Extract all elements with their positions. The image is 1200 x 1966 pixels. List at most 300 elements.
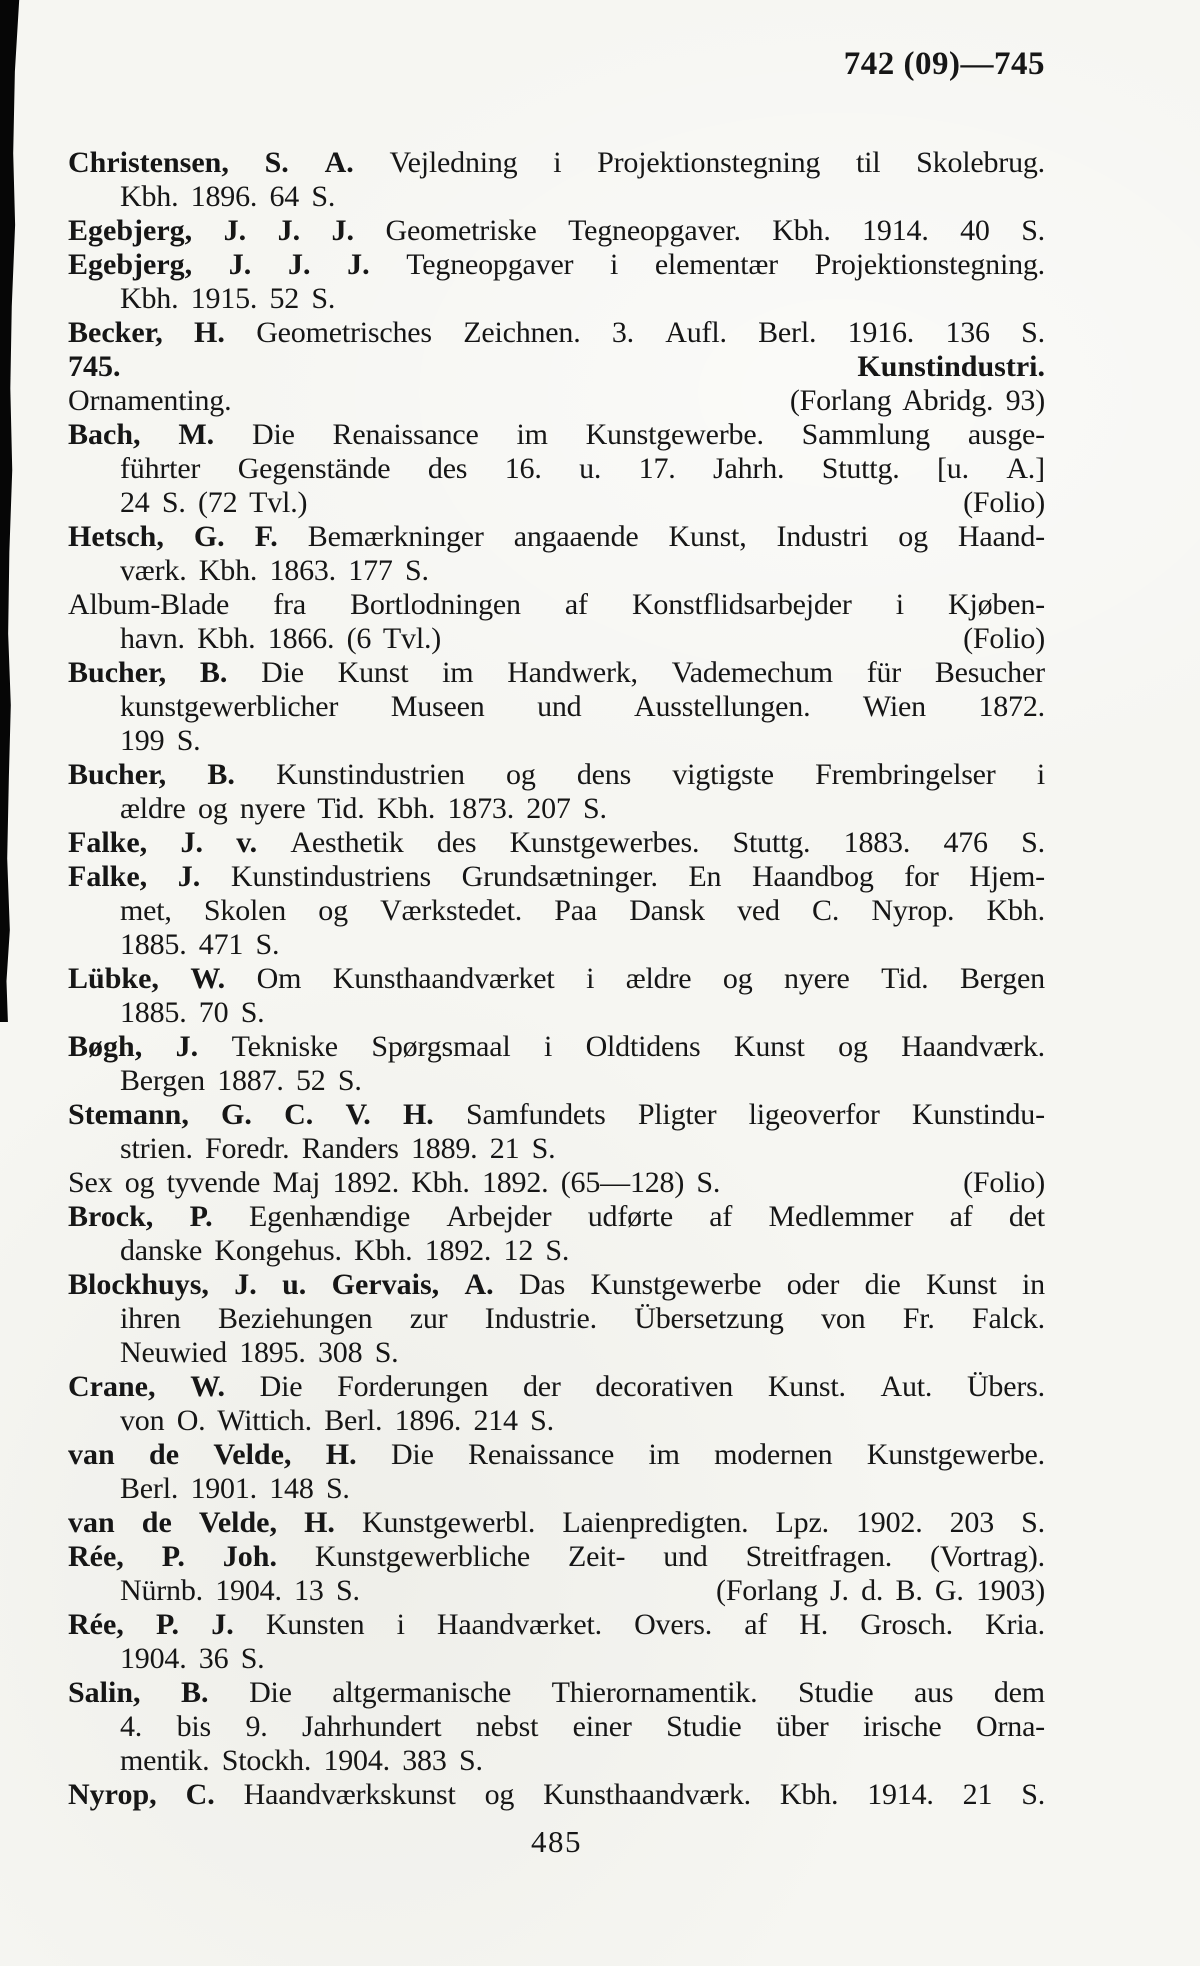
entry-text-word: Haandværket. — [436, 1608, 602, 1641]
entry-text-word: Forderungen — [337, 1370, 489, 1403]
entry-author-word: G. — [221, 1098, 252, 1131]
entry-author-word: Falke, — [68, 826, 148, 859]
entry-text-word: Studie — [666, 1710, 742, 1743]
entry-text-word: Kunstindu- — [911, 1098, 1045, 1131]
entry-right-note: (Folio) — [963, 622, 1045, 655]
entry-text-word: Kunsten — [265, 1608, 365, 1641]
entry-text-word: Fr. — [902, 1302, 935, 1335]
entry-text-word: u. — [579, 452, 602, 485]
entry-text-word: der — [522, 1370, 561, 1403]
entry-text-word: Kjøben- — [948, 588, 1045, 621]
entry-text-word: [u. — [937, 452, 969, 485]
entry-text-word: og — [722, 962, 753, 995]
entry-text-word: Kunsthaandværket — [332, 962, 555, 995]
entry-text-word: Kunst — [926, 1268, 997, 1301]
entry-text-word: 17. — [638, 452, 676, 485]
entry-line — [68, 1438, 1045, 1472]
entry-text-word: bis — [176, 1710, 211, 1743]
entry-text-word: af — [949, 1200, 973, 1233]
entry-author-word: P. — [189, 1200, 213, 1233]
entry-text-word: des — [427, 452, 468, 485]
entry-text-word: von — [821, 1302, 866, 1335]
entry-author-word: Christensen, — [68, 146, 229, 179]
entry-author-word: Brock, — [68, 1200, 154, 1233]
entry-author-word: F. — [254, 520, 278, 553]
entry-author-word: H. — [402, 1098, 434, 1131]
entry-author-word: P. — [155, 1608, 180, 1641]
entry-text-word: 4. — [120, 1710, 143, 1743]
entry-text: 199 S. — [120, 724, 201, 757]
entry-text-word: Streitfragen. — [745, 1540, 893, 1573]
bibliography-entries — [68, 146, 1045, 1812]
entry-text-word: Besucher — [934, 656, 1045, 689]
entry-author-word: Crane, — [68, 1370, 156, 1403]
entry-text-word: og — [484, 1778, 515, 1811]
entry-text-word: führter — [120, 452, 201, 485]
entry-text: Bergen 1887. 52 S. — [120, 1064, 362, 1097]
entry-line — [68, 1574, 1045, 1608]
entry-text-word: Haandbog — [751, 860, 874, 893]
entry-text: von O. Wittich. Berl. 1896. 214 S. — [120, 1404, 554, 1437]
entry-text-word: Dansk — [629, 894, 705, 927]
entry-text-word: 1914. — [867, 1778, 934, 1811]
entry-text-word: Ausstellungen. — [634, 690, 811, 723]
entry-line — [68, 1506, 1045, 1540]
entry-author-word: S. — [264, 146, 289, 179]
entry-text-word: Jahrhundert — [302, 1710, 442, 1743]
entry-text-word: Kunstgewerbl. — [362, 1506, 536, 1539]
entry-text-word: Kunst, — [668, 520, 747, 553]
entry-author-word: J. — [287, 248, 311, 281]
entry-text-word: Skolen — [203, 894, 287, 927]
entry-line — [68, 1608, 1045, 1642]
entry-line — [68, 248, 1045, 282]
entry-text: havn. Kbh. 1866. (6 Tvl.) — [120, 622, 442, 655]
section-heading-line — [68, 350, 1045, 384]
entry-text-word: 1916. — [847, 316, 915, 349]
entry-text-word: 203 — [949, 1506, 995, 1539]
entry-text-word: aus — [913, 1676, 954, 1709]
entry-text: strien. Foredr. Randers 1889. 21 S. — [120, 1132, 556, 1165]
entry-line — [68, 1778, 1045, 1812]
entry-text-word: Die — [249, 1676, 292, 1709]
entry-author-word: J. — [331, 214, 355, 247]
entry-author-word: Blockhuys, — [68, 1268, 209, 1301]
entry-text-word: über — [776, 1710, 829, 1743]
entry-text-word: einer — [572, 1710, 632, 1743]
entry-text: ældre og nyere Tid. Kbh. 1873. 207 S. — [120, 792, 607, 825]
entry-author-word: Velde, — [198, 1506, 277, 1539]
entry-text-word: Aufl. — [665, 316, 727, 349]
entry-text: danske Kongehus. Kbh. 1892. 12 S. — [120, 1234, 570, 1267]
entry-line — [68, 1302, 1045, 1336]
entry-text-word: 16. — [504, 452, 542, 485]
entry-author-word: de — [149, 1438, 180, 1471]
entry-text-word: oder — [786, 1268, 840, 1301]
entry-line — [68, 1132, 1045, 1166]
entry-text-word: Zeit- — [567, 1540, 626, 1573]
entry-author-word: B. — [207, 758, 235, 791]
entry-text-word: Kunsthaandværk. — [543, 1778, 751, 1811]
entry-text-word: 1902. — [856, 1506, 923, 1539]
entry-text-word: Lpz. — [775, 1506, 829, 1539]
entry-text-word: Orna- — [976, 1710, 1045, 1743]
entry-text-word: Tegneopgaver — [406, 248, 574, 281]
entry-text-word: Kunst — [733, 1030, 805, 1063]
entry-text-word: Geometriske — [385, 214, 537, 247]
entry-line — [68, 622, 1045, 656]
entry-author-word: Salin, — [68, 1676, 141, 1709]
entry-text: Nürnb. 1904. 13 S. — [120, 1574, 360, 1607]
entry-text-word: Gegenstände — [237, 452, 391, 485]
entry-author-word: u. — [282, 1268, 307, 1301]
entry-text-word: Projektionstegning. — [814, 248, 1045, 281]
entry-text-word: ihren — [120, 1302, 181, 1335]
entry-author-word: Egebjerg, — [68, 214, 193, 247]
entry-text-word: Museen — [390, 690, 485, 723]
entry-text-word: i — [1036, 758, 1045, 791]
entry-text-word: 21 — [962, 1778, 993, 1811]
entry-line — [68, 1642, 1045, 1676]
entry-author-word: J. — [175, 1030, 199, 1063]
entry-author-word: C. — [185, 1778, 215, 1811]
entry-text-word: Projektionstegning — [597, 146, 821, 179]
entry-text-word: S. — [1021, 316, 1045, 349]
entry-right-note: (Forlang Abridg. 93) — [789, 384, 1045, 417]
entry-text-word: i — [610, 248, 619, 281]
entry-line — [68, 180, 1045, 214]
entry-text-word: Stuttg. — [821, 452, 900, 485]
page-number: 485 — [531, 1824, 582, 1859]
entry-text-word: S. — [1021, 1778, 1045, 1811]
entry-author-word: J. — [223, 214, 247, 247]
entry-line — [68, 1098, 1045, 1132]
entry-text-word: Tekniske — [231, 1030, 338, 1063]
entry-text-word: Aesthetik — [290, 826, 404, 859]
entry-author-word: Bucher, — [68, 758, 167, 791]
entry-author-word: Rée, — [68, 1608, 124, 1641]
entry-author-word: G. — [193, 520, 225, 553]
entry-text: 24 S. (72 Tvl.) — [120, 486, 308, 519]
entry-text-word: Kunstindustriens — [230, 860, 432, 893]
entry-text-word: irische — [862, 1710, 942, 1743]
entry-text: 1904. 36 S. — [120, 1642, 265, 1675]
entry-text-word: kunstgewerblicher — [120, 690, 339, 723]
entry-text-word: ausge- — [967, 418, 1045, 451]
entry-author: 745. — [68, 350, 121, 383]
entry-line — [68, 894, 1045, 928]
entry-line — [68, 146, 1045, 180]
entry-author-word: A. — [324, 146, 354, 179]
entry-text-word: 3. — [611, 316, 634, 349]
entry-text-word: Værkstedet. — [380, 894, 523, 927]
entry-text-word: Jahrh. — [713, 452, 785, 485]
entry-text-word: Kunstindustrien — [276, 758, 465, 791]
entry-text-word: S. — [1021, 1506, 1045, 1539]
entry-author-word: C. — [284, 1098, 314, 1131]
entry-text-word: Arbejder — [446, 1200, 552, 1233]
entry-line — [68, 1064, 1045, 1098]
entry-author-word: Becker, — [68, 316, 163, 349]
entry-text-word: Das — [519, 1268, 566, 1301]
entry-author-word: H. — [304, 1506, 335, 1539]
entry-text-word: nebst — [475, 1710, 539, 1743]
entry-line — [68, 1234, 1045, 1268]
entry-text-word: Spørgsmaal — [371, 1030, 511, 1063]
entry-text-word: Kunst — [337, 656, 409, 689]
entry-text-word: det — [1008, 1200, 1045, 1233]
entry-author-word: A. — [464, 1268, 494, 1301]
entry-text-word: ved — [737, 894, 780, 927]
entry-text-word: Stuttg. — [732, 826, 811, 859]
entry-line — [68, 554, 1045, 588]
entry-text-word: i — [553, 146, 562, 179]
entry-author-word: Hetsch, — [68, 520, 164, 553]
entry-text-word: 1914. — [862, 214, 929, 247]
entry-author-word: W. — [190, 1370, 225, 1403]
entry-author-word: V. — [345, 1098, 371, 1131]
entry-text-word: vigtigste — [672, 758, 774, 791]
entry-text-word: Kunstgewerbes. — [509, 826, 700, 859]
entry-line — [68, 452, 1045, 486]
entry-line — [68, 826, 1045, 860]
entry-text-word: und — [537, 690, 582, 723]
entry-text: Kbh. 1915. 52 S. — [120, 282, 336, 315]
entry-text-word: für — [866, 656, 902, 689]
entry-text-word: Haandværkskunst — [243, 1778, 456, 1811]
entry-line — [68, 282, 1045, 316]
entry-line — [68, 384, 1045, 418]
page-range-header: 742 (09)—745 — [843, 46, 1045, 82]
entry-text-word: nyere — [784, 962, 850, 995]
entry-line — [68, 214, 1045, 248]
entry-line — [68, 1676, 1045, 1710]
entry-text: værk. Kbh. 1863. 177 S. — [120, 554, 429, 587]
entry-text-word: 476 — [943, 826, 988, 859]
entry-author-word: J. — [177, 860, 201, 893]
entry-text-word: Die — [261, 656, 304, 689]
entry-text-word: i — [895, 588, 904, 621]
entry-text-word: og — [506, 758, 536, 791]
entry-line — [68, 588, 1045, 622]
entry-text-word: modernen — [714, 1438, 833, 1471]
entry-text-word: 9. — [245, 1710, 268, 1743]
entry-text-word: Skolebrug. — [916, 146, 1045, 179]
entry-text-word: Haandværk. — [901, 1030, 1045, 1063]
entry-text-word: Übers. — [966, 1370, 1045, 1403]
entry-text: Neuwied 1895. 308 S. — [120, 1336, 399, 1369]
entry-text-word: (Vortrag). — [930, 1540, 1045, 1573]
entry-author-word: v. — [236, 826, 258, 859]
entry-text-word: for — [904, 860, 939, 893]
entry-text-word: og — [838, 1030, 868, 1063]
entry-text-word: A.] — [1006, 452, 1045, 485]
entry-text-word: Bortlodningen — [350, 588, 521, 621]
entry-line — [68, 1336, 1045, 1370]
entry-text-word: zur — [409, 1302, 448, 1335]
entry-line — [68, 996, 1045, 1030]
entry-line — [68, 418, 1045, 452]
entry-text-word: Pligter — [637, 1098, 717, 1131]
entry-author-word: B. — [181, 1676, 209, 1709]
entry-author-word: J. — [211, 1608, 234, 1641]
entry-text-word: Handwerk, — [507, 656, 638, 689]
entry-text-word: udførte — [587, 1200, 673, 1233]
entry-author-word: Bach, — [68, 418, 141, 451]
entry-text-word: Kunstgewerbe — [590, 1268, 762, 1301]
entry-line — [68, 1540, 1045, 1574]
entry-line — [68, 520, 1045, 554]
entry-author-word: Gervais, — [331, 1268, 440, 1301]
entry-text: 1885. 70 S. — [120, 996, 265, 1029]
entry-text-word: altgermanische — [332, 1676, 512, 1709]
entry-text-word: Egenhændige — [249, 1200, 411, 1233]
entry-text-word: Industrie. — [484, 1302, 597, 1335]
entry-text-word: und — [663, 1540, 708, 1573]
entry-text-word: Studie — [797, 1676, 874, 1709]
entry-author-word: Bøgh, — [68, 1030, 143, 1063]
entry-line — [68, 486, 1045, 520]
entry-author-word: J. — [277, 214, 301, 247]
entry-author-word: de — [141, 1506, 172, 1539]
entry-text: Ornamenting. — [68, 384, 232, 417]
entry-text-word: Bemærkninger — [307, 520, 484, 553]
entry-text-word: og — [318, 894, 348, 927]
entry-text-word: Die — [390, 1438, 434, 1471]
entry-text-word: Hjem- — [969, 860, 1045, 893]
entry-author-word: W. — [190, 962, 226, 995]
entry-text-word: Geometrisches — [256, 316, 432, 349]
entry-text-word: Beziehungen — [217, 1302, 373, 1335]
entry-line — [68, 758, 1045, 792]
entry-text-word: En — [688, 860, 722, 893]
entry-text-word: Die — [252, 418, 295, 451]
entry-right-note: (Folio) — [963, 1166, 1045, 1199]
entry-text-word: Thierornamentik. — [551, 1676, 758, 1709]
entry-text-word: i — [543, 1030, 553, 1063]
entry-text-word: af — [744, 1608, 768, 1641]
entry-line — [68, 690, 1045, 724]
entry-text-word: ældre — [625, 962, 692, 995]
entry-text-word: dens — [576, 758, 632, 791]
entry-right-note: (Forlang J. d. B. G. 1903) — [716, 1574, 1045, 1607]
entry-text-word: Grundsætninger. — [461, 860, 658, 893]
entry-author-word: Egebjerg, — [68, 248, 193, 281]
entry-text-word: Vademechum — [671, 656, 833, 689]
entry-text-word: im — [516, 418, 548, 451]
entry-text-word: ligeoverfor — [748, 1098, 880, 1131]
entry-text: Kbh. 1896. 64 S. — [120, 180, 336, 213]
entry-line — [68, 792, 1045, 826]
entry-text-word: Kunst. — [767, 1370, 846, 1403]
entry-text-word: i — [586, 962, 595, 995]
entry-line — [68, 1744, 1045, 1778]
entry-line — [68, 724, 1045, 758]
entry-text-word: Laienpredigten. — [562, 1506, 749, 1539]
entry-text-word: Sammlung — [801, 418, 930, 451]
entry-text-word: des — [436, 826, 477, 859]
entry-text-word: met, — [120, 894, 172, 927]
entry-author-word: J. — [180, 826, 203, 859]
entry-text-word: dem — [993, 1676, 1045, 1709]
entry-text-word: Renaissance — [332, 418, 479, 451]
entry-author-word: Stemann, — [68, 1098, 189, 1131]
entry-author-word: J. — [228, 248, 252, 281]
entry-line — [68, 1030, 1045, 1064]
entry-text-word: Oldtidens — [585, 1030, 701, 1063]
entry-text-word: af — [709, 1200, 733, 1233]
entry-text-word: Tid. — [881, 962, 929, 995]
entry-line — [68, 962, 1045, 996]
entry-text-word: Haand- — [957, 520, 1045, 553]
entry-text: 1885. 471 S. — [120, 928, 280, 961]
entry-line — [68, 1472, 1045, 1506]
entry-author-word: J. — [234, 1268, 257, 1301]
entry-line — [68, 1200, 1045, 1234]
entry-text-word: Samfundets — [465, 1098, 606, 1131]
entry-text-word: S. — [1021, 826, 1045, 859]
entry-text: Sex og tyvende Maj 1892. Kbh. 1892. (65—128) S. — [68, 1166, 721, 1199]
entry-author-word: Bucher, — [68, 656, 167, 689]
entry-text-word: Zeichnen. — [463, 316, 581, 349]
entry-line — [68, 860, 1045, 894]
entry-text-word: Kunstgewerbe. — [585, 418, 764, 451]
entry-author-word: Velde, — [213, 1438, 292, 1471]
entry-text-word: in — [1022, 1268, 1045, 1301]
entry-text-word: Kbh. — [772, 214, 831, 247]
entry-right-note: (Folio) — [963, 486, 1045, 519]
entry-author-word: Lübke, — [68, 962, 159, 995]
entry-text-word: Industri — [776, 520, 869, 553]
entry-author-word: Falke, — [68, 860, 148, 893]
entry-author-word: van — [68, 1506, 115, 1539]
entry-author-word: Joh. — [222, 1540, 277, 1573]
entry-author-word: M. — [178, 418, 215, 451]
entry-text-word: H. — [799, 1608, 829, 1641]
entry-text-word: i — [396, 1608, 405, 1641]
entry-text-word: Grosch. — [860, 1608, 953, 1641]
entry-text-word: Paa — [554, 894, 597, 927]
entry-text-word: die — [864, 1268, 901, 1301]
entry-text-word: Vejledning — [389, 146, 518, 179]
entry-line — [68, 1710, 1045, 1744]
entry-text-word: Kbh. — [986, 894, 1045, 927]
entry-author-word: P. — [161, 1540, 185, 1573]
entry-text-word: Medlemmer — [768, 1200, 914, 1233]
entry-text-word: 136 — [945, 316, 990, 349]
entry-text-word: Nyrop. — [871, 894, 955, 927]
entry-author-word: H. — [194, 316, 225, 349]
entry-line — [68, 1404, 1045, 1438]
entry-line — [68, 1268, 1045, 1302]
entry-text-word: Renaissance — [468, 1438, 615, 1471]
entry-text-word: Frembringelser — [815, 758, 996, 791]
entry-line — [68, 656, 1045, 690]
entry-text-word: Die — [259, 1370, 303, 1403]
entry-text-word: elementær — [654, 248, 778, 281]
entry-line — [68, 316, 1045, 350]
entry-line — [68, 1370, 1045, 1404]
entry-text-word: angaaende — [513, 520, 639, 553]
entry-text-word: 1872. — [978, 690, 1045, 723]
entry-text-word: Übersetzung — [634, 1302, 784, 1335]
entry-text-word: decorativen — [595, 1370, 734, 1403]
entry-author-word: Nyrop, — [68, 1778, 157, 1811]
entry-text-word: Om — [256, 962, 302, 995]
entry-text-word: fra — [273, 588, 306, 621]
entry-text-word: Overs. — [634, 1608, 713, 1641]
entry-author-word: J. — [347, 248, 370, 281]
